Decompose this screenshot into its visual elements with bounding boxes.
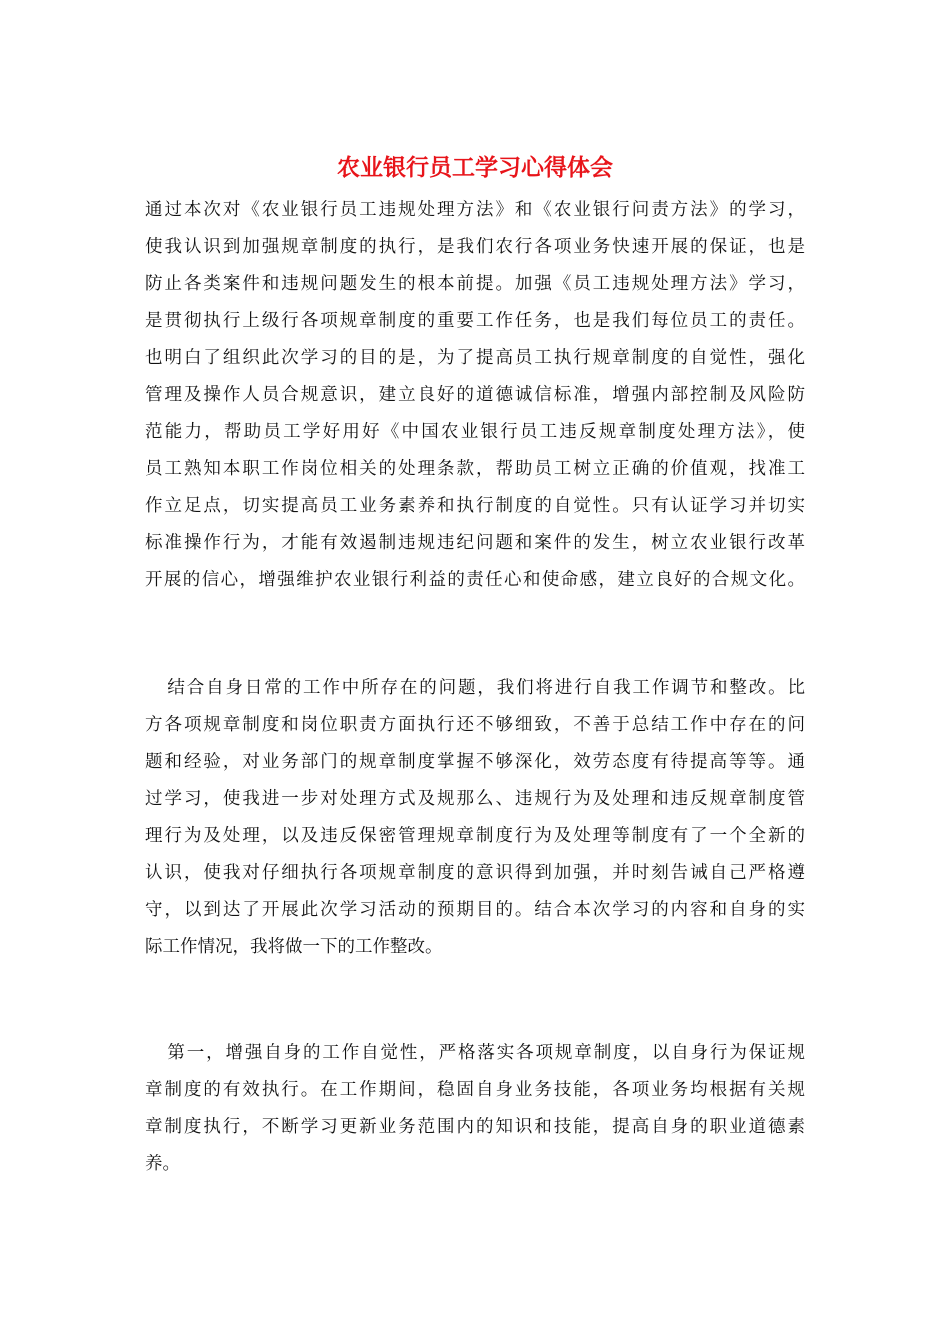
paragraph-line: 作立足点，切实提高员工业务素养和执行制度的自觉性。只有认证学习并切实	[145, 496, 805, 516]
paragraph-2	[145, 670, 805, 966]
paragraph-line: 通过本次对《农业银行员工违规处理方法》和《农业银行问责方法》的学习，	[145, 200, 805, 220]
paragraph-line: 章制度的有效执行。在工作期间，稳固自身业务技能，各项业务均根据有关规	[145, 1080, 805, 1100]
paragraph-line: 范能力，帮助员工学好用好《中国农业银行员工违反规章制度处理方法》，使	[145, 422, 805, 442]
paragraph-1	[145, 192, 805, 599]
paragraph-line: 是贯彻执行上级行各项规章制度的重要工作任务，也是我们每位员工的责任。	[145, 311, 805, 331]
paragraph-line: 理行为及处理，以及违反保密管理规章制度行为及处理等制度有了一个全新的	[145, 826, 805, 846]
paragraph-line: 开展的信心，增强维护农业银行利益的责任心和使命感，建立良好的合规文化。	[145, 570, 805, 590]
paragraph-line: 守，以到达了开展此次学习活动的预期目的。结合本次学习的内容和自身的实	[145, 900, 805, 920]
paragraph-line: 题和经验，对业务部门的规章制度掌握不够深化，效劳态度有待提高等等。通	[145, 752, 805, 772]
paragraph-line: 也明白了组织此次学习的目的是，为了提高员工执行规章制度的自觉性，强化	[145, 348, 805, 368]
paragraph-line: 防止各类案件和违规问题发生的根本前提。加强《员工违规处理方法》学习，	[145, 274, 805, 294]
paragraph-line: 使我认识到加强规章制度的执行，是我们农行各项业务快速开展的保证，也是	[145, 237, 805, 257]
paragraph-line: 管理及操作人员合规意识，建立良好的道德诚信标准，增强内部控制及风险防	[145, 385, 805, 405]
paragraph-line: 章制度执行，不断学习更新业务范围内的知识和技能，提高自身的职业道德素	[145, 1117, 805, 1137]
paragraph-line: 标准操作行为，才能有效遏制违规违纪问题和案件的发生，树立农业银行改革	[145, 533, 805, 553]
paragraph-3	[145, 1035, 805, 1183]
paragraph-line: 际工作情况，我将做一下的工作整改。	[145, 937, 443, 957]
document-title: 农业银行员工学习心得体会	[337, 154, 613, 181]
paragraph-line: 过学习，使我进一步对处理方式及规那么、违规行为及处理和违反规章制度管	[145, 789, 805, 809]
paragraph-line: 方各项规章制度和岗位职责方面执行还不够细致，不善于总结工作中存在的问	[145, 715, 805, 735]
paragraph-line: 养。	[145, 1154, 180, 1174]
paragraph-line: 第一，增强自身的工作自觉性，严格落实各项规章制度，以自身行为保证规	[145, 1043, 805, 1063]
paragraph-line: 员工熟知本职工作岗位相关的处理条款，帮助员工树立正确的价值观，找准工	[145, 459, 805, 479]
paragraph-line: 认识，使我对仔细执行各项规章制度的意识得到加强，并时刻告诫自己严格遵	[145, 863, 805, 883]
paragraph-line: 结合自身日常的工作中所存在的问题，我们将进行自我工作调节和整改。比	[145, 678, 805, 698]
